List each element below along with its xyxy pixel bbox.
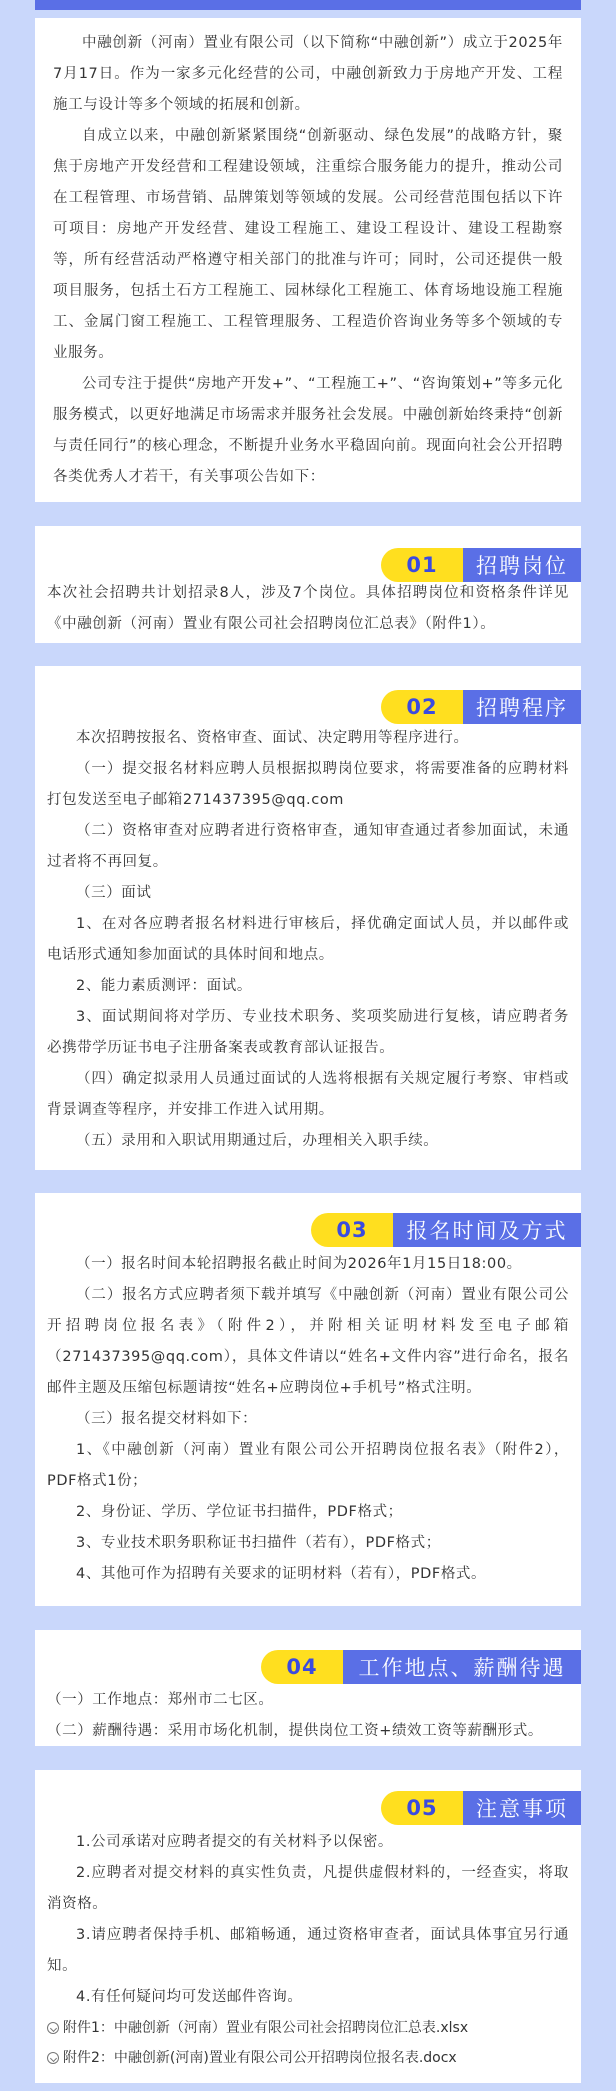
section-paragraph: （二）薪酬待遇：采用市场化机制，提供岗位工资+绩效工资等薪酬形式。 — [47, 1723, 543, 1739]
section-paragraph: （二）报名方式应聘者须下载并填写《中融创新（河南）置业有限公司公开招聘岗位报名表》（附件2），并附相关证明材料发至电子邮箱（271437395@qq.com），具体文件请以“姓名+文件内容”进行命名，报名邮件主题及压缩包标题请按“姓名+应聘岗位+手机号”格式注明。 — [47, 1287, 569, 1396]
section-header — [381, 690, 581, 724]
intro-paragraph: 公司专注于提供“房地产开发+”、“工程施工+”、“咨询策划+”等多元化服务模式，以更好地满足市场需求并服务社会发展。中融创新始终秉持“创新与责任同行”的核心理念，不断提升业务水平稳固向前。现面向社会公开招聘各类优秀人才若干，有关事项公告如下： — [53, 376, 563, 485]
section-paragraph: （五）录用和入职试用期通过后，办理相关入职手续。 — [76, 1133, 439, 1149]
section-title: 招聘岗位 — [463, 548, 581, 582]
section-paragraph: （三）报名提交材料如下： — [76, 1411, 258, 1427]
intro-paragraph: 中融创新（河南）置业有限公司（以下简称“中融创新”）成立于2025年7月17日。作为一家多元化经营的公司，中融创新致力于房地产开发、工程施工与设计等多个领域的拓展和创新。 — [53, 35, 563, 113]
section-paragraph: 1、《中融创新（河南）置业有限公司公开招聘岗位报名表》（附件2），PDF格式1份； — [47, 1442, 569, 1489]
section-body — [47, 1685, 569, 1747]
section-paragraph: 2、身份证、学历、学位证书扫描件，PDF格式； — [76, 1504, 403, 1520]
section-paragraph: （一）报名时间本轮招聘报名截止时间为2026年1月15日18:00。 — [76, 1256, 522, 1272]
section-paragraph: 1.公司承诺对应聘者提交的有关材料予以保密。 — [76, 1834, 394, 1850]
section-header — [381, 548, 581, 582]
section-body — [47, 578, 569, 640]
section-title: 招聘程序 — [463, 690, 581, 724]
top-banner-strip — [35, 0, 581, 10]
section-paragraph: （四）确定拟录用人员通过面试的人选将根据有关规定履行考察、审档或背景调查等程序，并安排工作进入试用期。 — [47, 1071, 569, 1118]
attachment-label: 附件1：中融创新（河南）置业有限公司社会招聘岗位汇总表.xlsx — [63, 2020, 469, 2036]
section-paragraph: （三）面试 — [76, 885, 152, 901]
section-title: 注意事项 — [463, 1791, 581, 1825]
section-body — [47, 1249, 569, 1590]
section-number: 03 — [311, 1213, 393, 1247]
section-title: 报名时间及方式 — [393, 1213, 581, 1247]
intro-paragraph: 自成立以来，中融创新紧紧围绕“创新驱动、绿色发展”的战略方针，聚焦于房地产开发经营和工程建设领域，注重综合服务能力的提升，推动公司在工程管理、市场营销、品牌策划等领域的发展。公司经营范围包括以下许可项目：房地产开发经营、建设工程施工、建设工程设计、建设工程勘察等，所有经营活动严格遵守相关部门的批准与许可；同时，公司还提供一般项目服务，包括土石方工程施工、园林绿化工程施工、体育场地设施工程施工、金属门窗工程施工、工程管理服务、工程造价咨询业务等多个领域的专业服务。 — [53, 128, 563, 361]
section-body — [47, 1827, 569, 2073]
intro-card — [35, 18, 581, 502]
section-paragraph: （一）工作地点：郑州市二七区。 — [47, 1692, 274, 1708]
section-number: 05 — [381, 1791, 463, 1825]
attachment-icon — [47, 2052, 59, 2064]
section-card-work-location-salary — [35, 1630, 581, 1746]
section-header — [381, 1791, 581, 1825]
attachment-link[interactable] — [47, 2043, 569, 2073]
section-number: 01 — [381, 548, 463, 582]
section-paragraph: 3、专业技术职务职称证书扫描件（若有），PDF格式； — [76, 1535, 441, 1551]
attachment-link[interactable] — [47, 2013, 569, 2043]
attachment-icon — [47, 2022, 59, 2034]
attachment-label: 附件2：中融创新(河南)置业有限公司公开招聘岗位报名表.docx — [63, 2050, 457, 2066]
section-header — [311, 1213, 581, 1247]
section-paragraph: 2.应聘者对提交材料的真实性负责，凡提供虚假材料的，一经查实，将取消资格。 — [47, 1865, 569, 1912]
section-paragraph: 3.请应聘者保持手机、邮箱畅通，通过资格审查者，面试具体事宜另行通知。 — [47, 1927, 569, 1974]
section-paragraph: 4.有任何疑问均可发送邮件咨询。 — [76, 1989, 303, 2005]
section-paragraph: （一）提交报名材料应聘人员根据拟聘岗位要求，将需要准备的应聘材料打包发送至电子邮箱271437395@qq.com — [47, 761, 569, 808]
section-card-notes — [35, 1770, 581, 2083]
section-paragraph: （二）资格审查对应聘者进行资格审查，通知审查通过者参加面试，未通过者将不再回复。 — [47, 823, 569, 870]
section-card-recruitment-procedure — [35, 666, 581, 1170]
section-card-recruitment-positions — [35, 526, 581, 643]
section-paragraph: 4、其他可作为招聘有关要求的证明材料（若有），PDF格式。 — [76, 1566, 487, 1582]
section-number: 02 — [381, 690, 463, 724]
section-header — [261, 1650, 581, 1684]
section-body — [47, 723, 569, 1157]
section-paragraph: 3、面试期间将对学历、专业技术职务、奖项奖励进行复核，请应聘者务必携带学历证书电子注册备案表或教育部认证报告。 — [47, 1009, 569, 1056]
section-number: 04 — [261, 1650, 343, 1684]
section-card-registration-time-method — [35, 1193, 581, 1606]
section-paragraph: 本次招聘按报名、资格审查、面试、决定聘用等程序进行。 — [76, 730, 469, 746]
section-paragraph: 本次社会招聘共计划招录8人，涉及7个岗位。具体招聘岗位和资格条件详见《中融创新（河南）置业有限公司社会招聘岗位汇总表》（附件1）。 — [47, 585, 569, 632]
section-title: 工作地点、薪酬待遇 — [343, 1650, 581, 1684]
section-paragraph: 1、在对各应聘者报名材料进行审核后，择优确定面试人员，并以邮件或电话形式通知参加面试的具体时间和地点。 — [47, 916, 569, 963]
section-paragraph: 2、能力素质测评：面试。 — [76, 978, 252, 994]
